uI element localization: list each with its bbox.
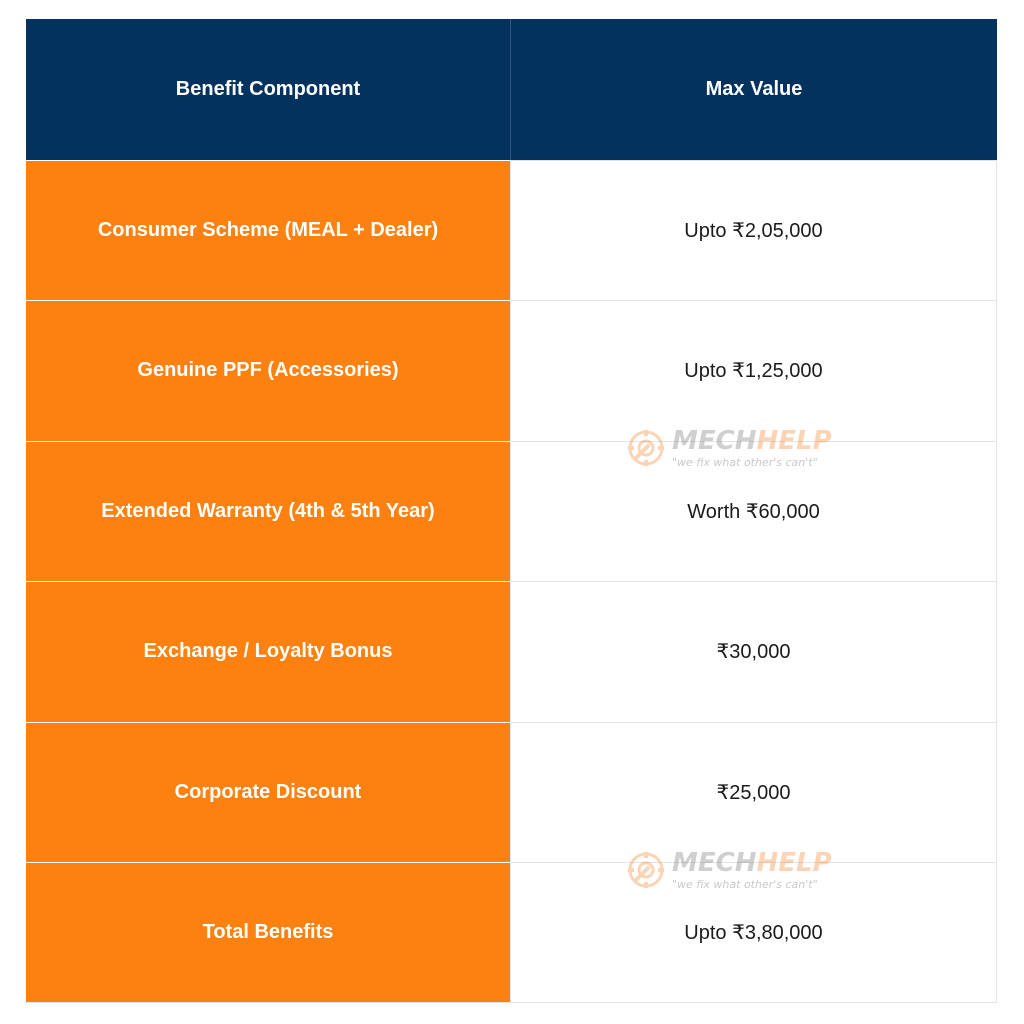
max-value-cell: Upto ₹3,80,000 bbox=[511, 862, 997, 1003]
header-max-value: Max Value bbox=[511, 19, 997, 160]
table-header-row bbox=[26, 19, 997, 160]
table-row bbox=[26, 862, 997, 1003]
max-value-cell: Worth ₹60,000 bbox=[511, 441, 997, 582]
max-value-cell: Upto ₹2,05,000 bbox=[511, 160, 997, 301]
watermark-tagline: "we fix what other's can't" bbox=[672, 456, 818, 469]
table-row bbox=[26, 300, 997, 441]
table-row bbox=[26, 581, 997, 722]
benefit-component-cell: Extended Warranty (4th & 5th Year) bbox=[26, 441, 511, 582]
benefit-component-cell: Total Benefits bbox=[26, 862, 511, 1003]
watermark-tagline: "we fix what other's can't" bbox=[672, 878, 818, 891]
benefit-component-cell: Exchange / Loyalty Bonus bbox=[26, 581, 511, 722]
benefit-component-cell: Consumer Scheme (MEAL + Dealer) bbox=[26, 160, 511, 301]
header-benefit-component: Benefit Component bbox=[26, 19, 511, 160]
benefits-table bbox=[26, 19, 997, 1003]
watermark-brand: MECHHELP bbox=[672, 848, 832, 878]
max-value-cell: ₹25,000 bbox=[511, 722, 997, 863]
benefit-component-cell: Corporate Discount bbox=[26, 722, 511, 863]
max-value-cell: ₹30,000 bbox=[511, 581, 997, 722]
table-row bbox=[26, 722, 997, 863]
watermark-brand: MECHHELP bbox=[672, 426, 832, 456]
table-row bbox=[26, 441, 997, 582]
benefit-component-cell: Genuine PPF (Accessories) bbox=[26, 300, 511, 441]
max-value-cell: Upto ₹1,25,000 bbox=[511, 300, 997, 441]
table-row bbox=[26, 160, 997, 301]
